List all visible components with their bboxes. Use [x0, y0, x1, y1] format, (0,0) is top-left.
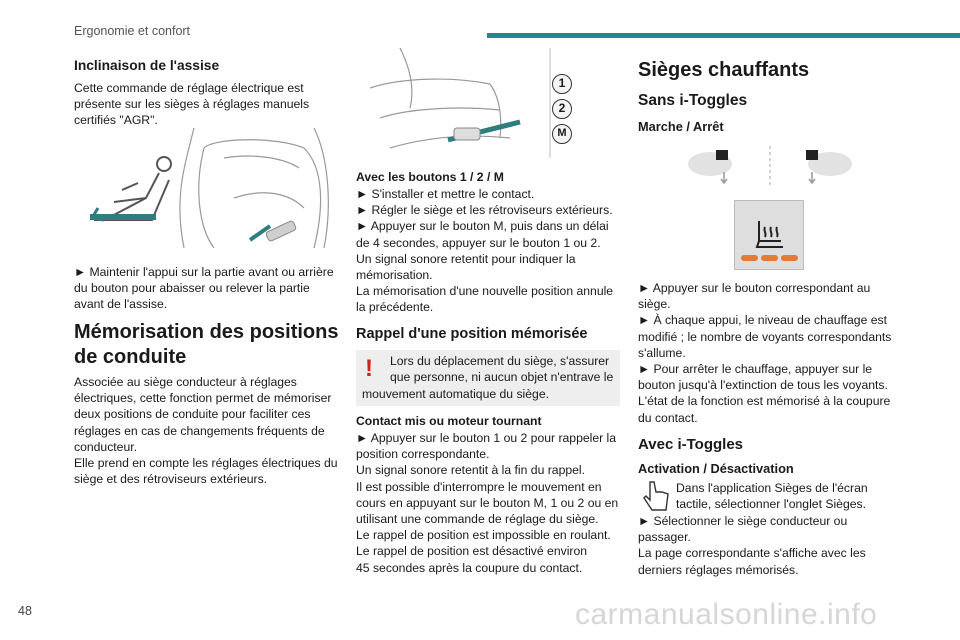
heated-seats-title: Sièges chauffants: [638, 59, 810, 81]
activation-text-rest: ► Sélectionner le siège conducteur ou passager. La page correspondante s'affiche avec les derniers réglages mémorisés.: [638, 514, 866, 577]
memory-button-m: M: [552, 124, 572, 144]
seat-side-drawing: [370, 48, 510, 148]
memorisation-text: Associée au siège conducteur à réglages électriques, cette fonction permet de mémoriser deux positions de conduite pour faciliter ces réglages en cas de changements fréquents de conducteur. Elle prend en compte les réglages électriques du siège et des rétroviseurs extérieurs.: [74, 375, 338, 487]
watermark: carmanualsonline.info: [575, 598, 878, 631]
no-toggles-title: Sans i-Toggles: [638, 92, 748, 109]
seat-drawing: [180, 128, 328, 248]
tilt-title: Inclinaison de l'assise: [74, 58, 220, 73]
seated-person-icon: [94, 157, 171, 220]
heated-text: ► Appuyer sur le bouton correspondant au siège. ► À chaque appui, le niveau de chauffage est modifié ; le nombre de voyants correspondants s'allume. ► Pour arrêter le chauffage, appuyer sur le bouton jusqu'à l'extinction de tous les voyants. L'état de la fonction est mémorisé à la coupure du contact.: [638, 281, 892, 425]
section-header: Ergonomie et confort: [74, 24, 191, 38]
heated-seat-button: [734, 200, 804, 270]
warning-text: Lors du déplacement du siège, s'assurer: [390, 354, 610, 368]
left-hand-drive-icon: [688, 150, 732, 183]
recall-title: Rappel d'une position mémorisée: [356, 326, 588, 342]
memory-button-2: 2: [552, 99, 572, 119]
on-off-title: Marche / Arrêt: [638, 119, 724, 134]
memory-buttons-illustration: [370, 48, 578, 158]
memorisation-title: Mémorisation des positions de conduite: [74, 321, 339, 368]
touch-hand-icon: [642, 480, 672, 512]
memory-button-1: 1: [552, 74, 572, 94]
with-toggles-title: Avec i-Toggles: [638, 436, 744, 453]
tilt-action-text: ► Maintenir l'appui sur la partie avant ou arrière du bouton pour abaisser ou relever la partie avant de l'assise.: [74, 265, 334, 312]
activation-title: Activation / Désactivation: [638, 461, 794, 476]
activation-text-first: Dans l'application Sièges de l'écran tactile, sélectionner l'onglet Sièges.: [676, 481, 868, 512]
heated-seat-icon: [757, 221, 783, 247]
seat-tilt-illustration: [74, 128, 344, 258]
steering-position-icons: [680, 144, 860, 188]
tilt-text: Cette commande de réglage électrique est présente sur les sièges à réglages manuels certifiés "AGR".: [74, 81, 310, 128]
heat-level-indicator-2: [761, 255, 778, 261]
warning-icon: !: [365, 355, 373, 382]
header-accent-bar: [487, 33, 960, 38]
heat-level-indicator-3: [781, 255, 798, 261]
right-hand-drive-icon: [806, 150, 852, 183]
heat-level-indicator-1: [741, 255, 758, 261]
page-number: 48: [18, 604, 32, 618]
with-buttons-text: ► S'installer et mettre le contact. ► Régler le siège et les rétroviseurs extérieurs. ► Appuyer sur le bouton M, puis dans un délai de 4 secondes, appuyer sur le bouton 1 ou 2. Un signal sonore retentit pour indiquer la mémorisation. La mémorisation d'une nouvelle position annule la précédente.: [356, 187, 614, 315]
contact-text: ► Appuyer sur le bouton 1 ou 2 pour rappeler la position correspondante. Un signal sonore retentit à la fin du rappel. Il est possible d'interrompre le mouvement en cours en appuyant sur le bouton M, 1 ou 2 ou en utilisant une commande de réglage du siège. Le rappel de position est impossible en roulant. Le rappel de position est désactivé environ 45 secondes après la coupure du contact.: [356, 431, 619, 575]
with-buttons-title: Avec les boutons 1 / 2 / M: [356, 170, 504, 184]
memory-button-stack: [552, 74, 574, 144]
contact-title: Contact mis ou moteur tournant: [356, 414, 542, 428]
memory-panel: [454, 128, 480, 140]
warning-box: ! Lors du déplacement du siège, s'assurer que personne, ni aucun objet n'entrave le mouvement automatique du siège.: [356, 350, 620, 406]
